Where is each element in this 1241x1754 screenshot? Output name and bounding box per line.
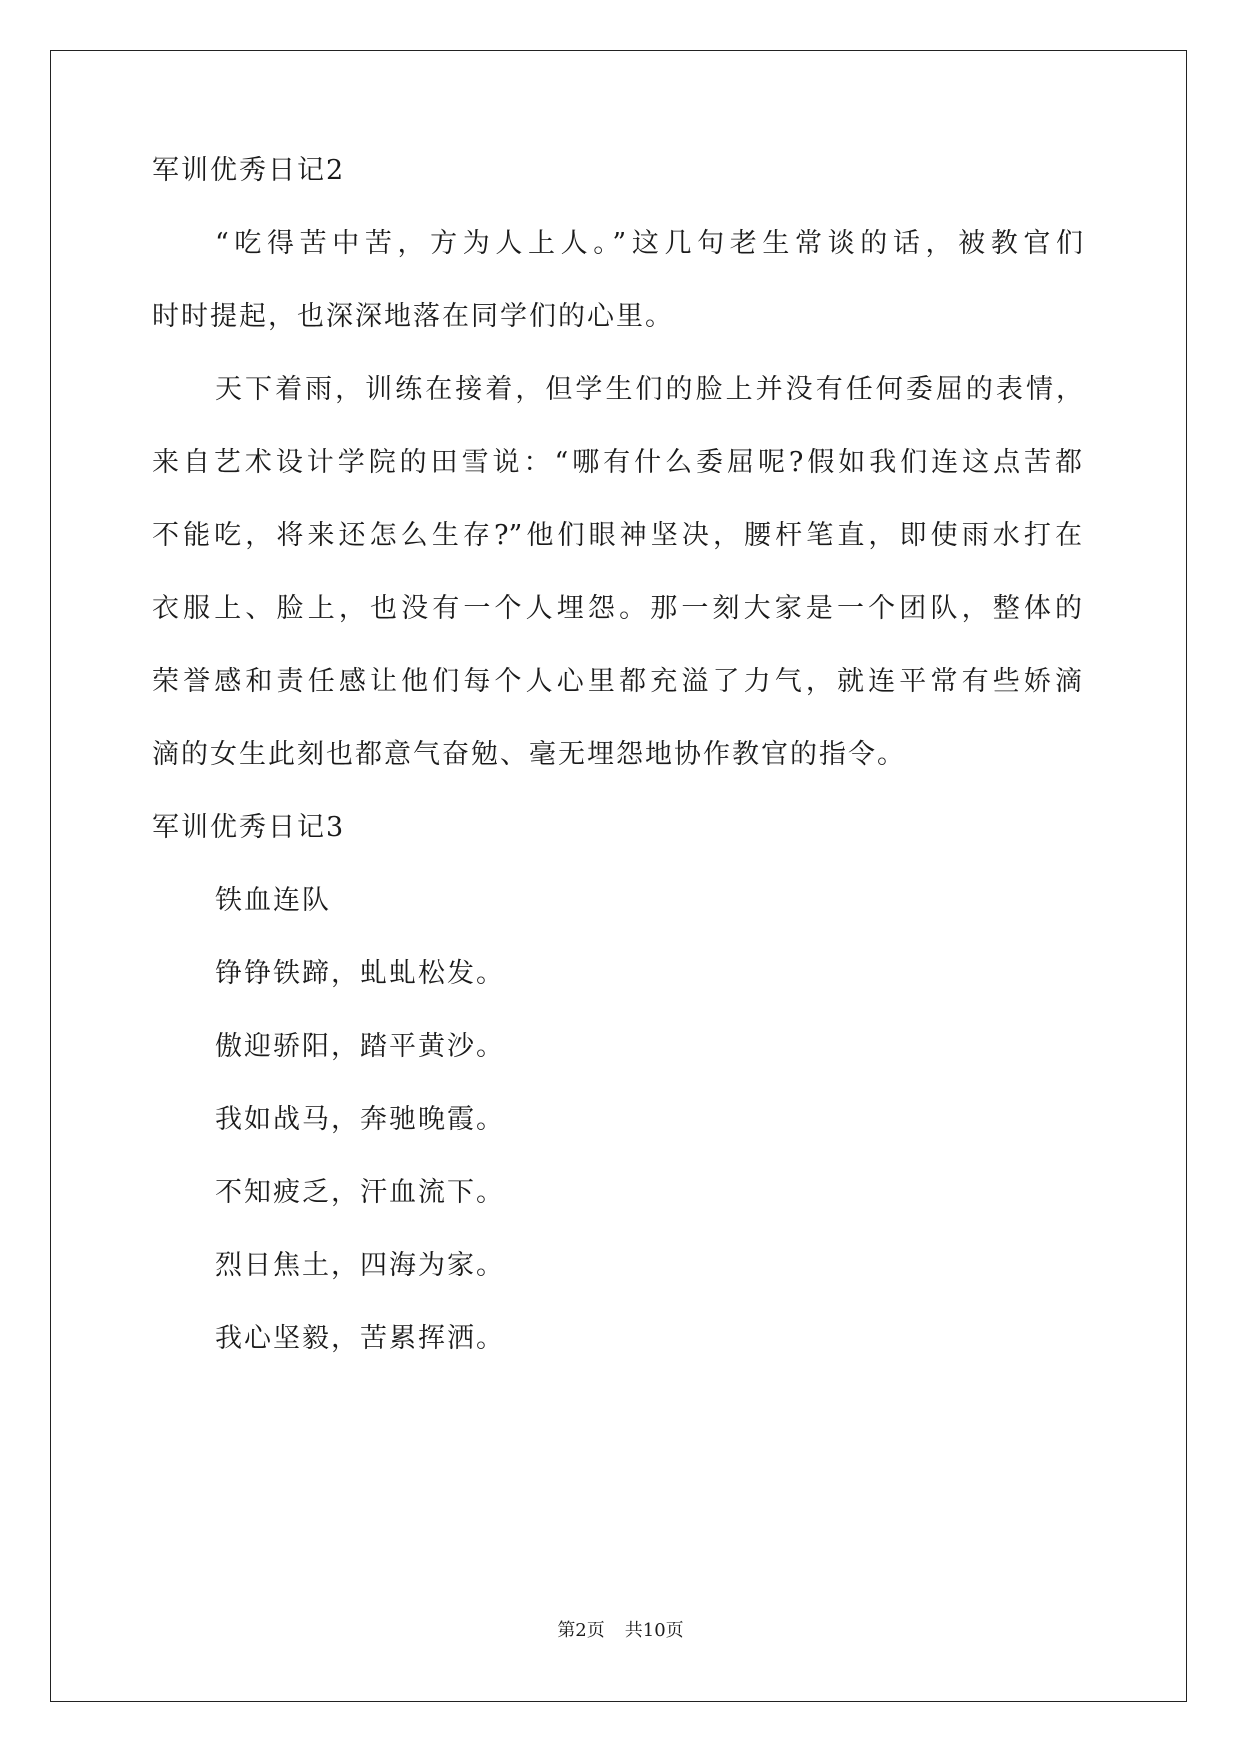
page-number-current: 第2页 [557, 1620, 605, 1641]
paragraph-line: 来自艺术设计学院的田雪说：“哪有什么委屈呢?假如我们连这点苦都 [152, 447, 1082, 478]
poem-line: 铮铮铁蹄，虬虬松发。 [215, 958, 505, 989]
poem-line: 烈日焦土，四海为家。 [215, 1250, 505, 1281]
section-heading: 军训优秀日记2 [152, 155, 346, 186]
paragraph-line: 滴的女生此刻也都意气奋勉、毫无埋怨地协作教官的指令。 [152, 739, 906, 770]
poem-line: 不知疲乏，汗血流下。 [215, 1177, 505, 1208]
page-border [50, 50, 1187, 1702]
paragraph-line: 衣服上、脸上，也没有一个人埋怨。那一刻大家是一个团队，整体的 [152, 593, 1082, 624]
paragraph-line: 时时提起，也深深地落在同学们的心里。 [152, 301, 674, 332]
paragraph-line: 天下着雨，训练在接着，但学生们的脸上并没有任何委屈的表情， [215, 374, 1083, 405]
paragraph-line: 不能吃，将来还怎么生存?”他们眼神坚决，腰杆笔直，即使雨水打在 [152, 520, 1082, 551]
poem-line: 我心坚毅，苦累挥洒。 [215, 1323, 505, 1354]
poem-line: 我如战马，奔驰晚霞。 [215, 1104, 505, 1135]
page-footer [0, 1622, 1241, 1640]
poem-line: 傲迎骄阳，踏平黄沙。 [215, 1031, 505, 1062]
section-heading: 军训优秀日记3 [152, 812, 346, 843]
paragraph-line: “吃得苦中苦，方为人上人。”这几句老生常谈的话，被教官们 [215, 228, 1083, 259]
page-number-total: 共10页 [624, 1620, 684, 1641]
poem-title: 铁血连队 [215, 885, 331, 916]
paragraph-line: 荣誉感和责任感让他们每个人心里都充溢了力气，就连平常有些娇滴 [152, 666, 1082, 697]
